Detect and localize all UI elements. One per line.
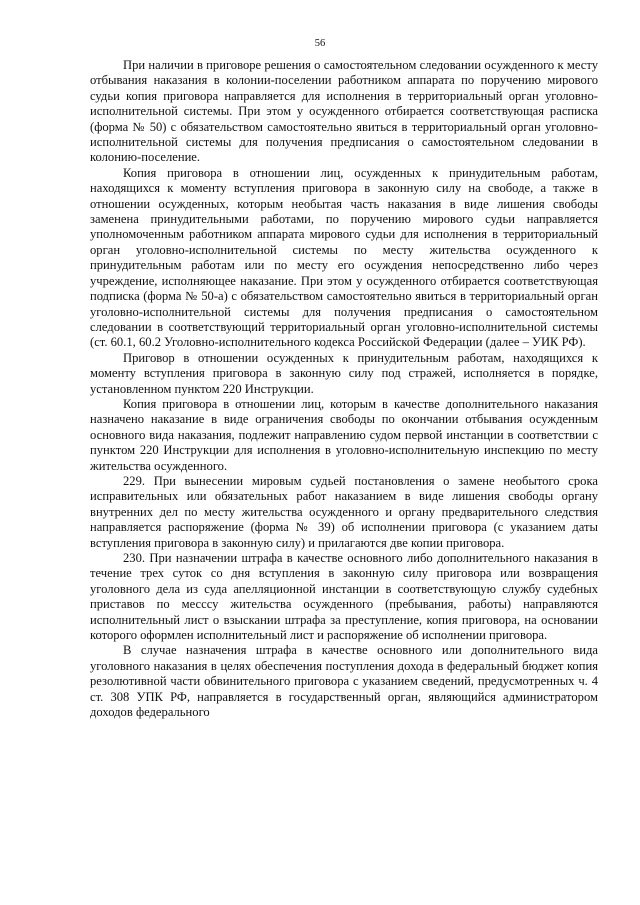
- paragraph-item-230: 230. При назначении штрафа в качестве основного либо дополнительного наказания в течение трех суток со дня вступления в законную силу приговора или возвращения уголовного дела из суда апелляционной инстанции в соответствующую службу судебных приставов по месссу жительства осужденного (пребывания, работы) направляются исполнительный лист о взыскании штрафа за преступление, копия приговора, на основании которого оформлен исполнительный лист и распоряжение об исполнении приговора.: [90, 551, 598, 643]
- paragraph-independent-travel: При наличии в приговоре решения о самостоятельном следовании осужденного к месту отбывания наказания в колонии-поселении работником аппарата по поручению мирового судьи копия приговора направляется для исполнения в территориальный орган уголовно-исполнительной системы. При этом у осужденного отбирается соответствующая расписка (форма № 50) с обязательством самостоятельно явиться в территориальный орган уголовно-исполнительной системы для получения предписания о самостоятельном следовании в колонию-поселение.: [90, 58, 598, 165]
- paragraph-item-229: 229. При вынесении мировым судьей постановления о замене необытого срока исправительных или обязательных работ наказанием в виде лишения свободы органу внутренних дел по месту жительства осужденного и органу предварительного следствия направляется распоряжение (форма № 39) об исполнении приговора (с указанием даты вступления приговора в законную силу) и прилагаются две копии приговора.: [90, 473, 598, 550]
- page-number: 56: [314, 38, 326, 49]
- paragraph-fine-federal-budget: В случае назначения штрафа в качестве основного или дополнительного вида уголовного наказания в целях обеспечения поступления дохода в федеральный бюджет копия резолютивной части обвинительного приговора с указанием сведений, предусмотренных ч. 4 ст. 308 УПК РФ, направляется в государственный орган, являющийся администратором доходов федерального: [90, 643, 598, 720]
- paragraph-restriction-of-freedom: Копия приговора в отношении лиц, которым в качестве дополнительного наказания назначено наказание в виде ограничения свободы по окончании отбывания осужденным основного вида наказания, подлежит направлению судом первой инстанции в соответствии с пунктом 220 Инструкции для исполнения в уголовно-исполнительную инспекцию по месту жительства осужденного.: [90, 396, 598, 473]
- paragraph-forced-labor-in-custody: Приговор в отношении осужденных к принудительным работам, находящихся к моменту вступления приговора в законную силу под стражей, исполняется в порядке, установленном пунктом 220 Инструкции.: [90, 350, 598, 396]
- document-text-body: [90, 58, 598, 720]
- paragraph-forced-labor-at-liberty: Копия приговора в отношении лиц, осужденных к принудительным работам, находящихся к моменту вступления приговора в законную силу на свободе, а также в отношении осужденных, которым необытая часть наказания в виде лишения свободы заменена принудительными работами, по поручению мирового судьи направляется уполномоченным работником аппарата мирового судьи для исполнения в территориальный орган уголовно-исполнительной системы по месту жительства осужденного к принудительным работам или по месту его осуждения непосредственно либо через учреждение, исполняющее наказание. При этом у осужденного отбирается соответствующая подписка (форма № 50-а) с обязательством самостоятельно явиться в территориальный орган уголовно-исполнительной системы для получения предписания о самостоятельном следовании в соответствующий территориальный орган уголовно-исполнительной системы (ст. 60.1, 60.2 Уголовно-исполнительного кодекса Российской Федерации (далее – УИК РФ).: [90, 165, 598, 350]
